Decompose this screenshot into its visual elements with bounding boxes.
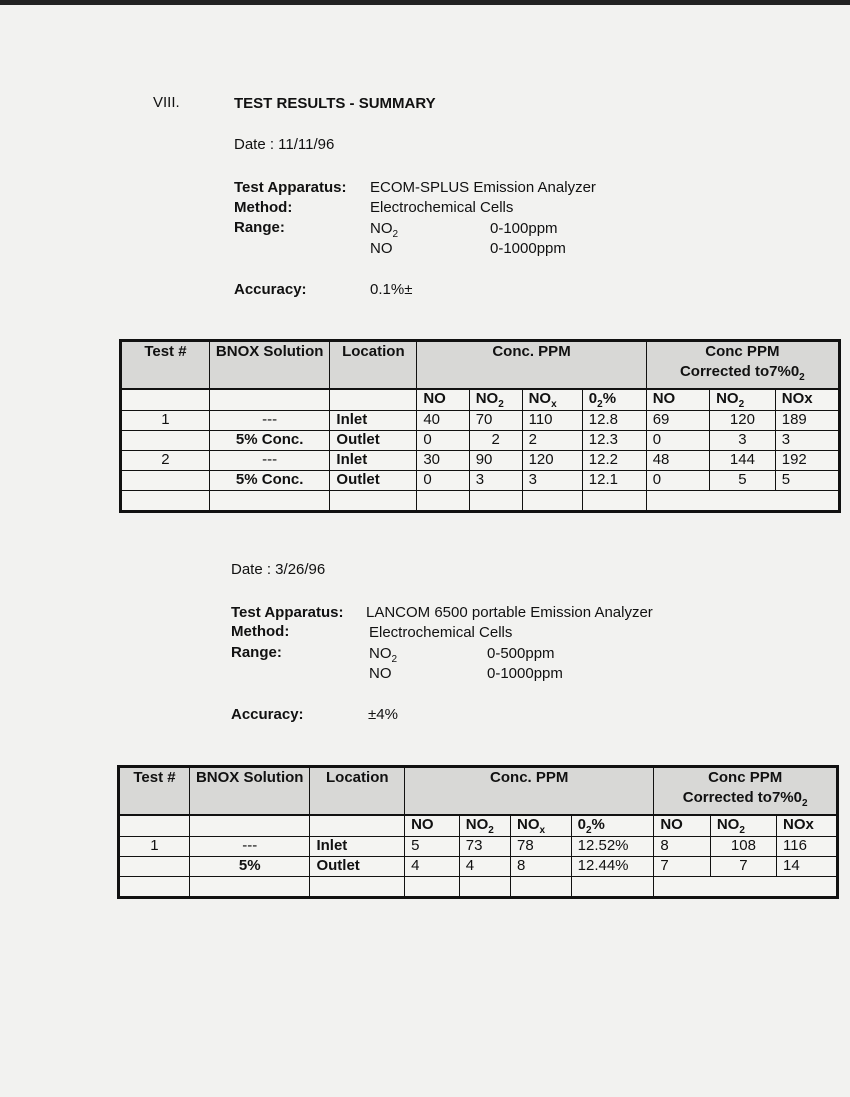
cell-empty — [571, 877, 654, 898]
table-row — [121, 411, 840, 431]
cell-nox: 78 — [511, 837, 572, 857]
table-row — [121, 451, 840, 471]
apparatus-value: ECOM-SPLUS Emission Analyzer — [370, 179, 596, 196]
cell-no: 4 — [405, 857, 460, 877]
cell-location: Outlet — [330, 471, 417, 491]
cell-empty — [417, 491, 469, 512]
cell-no: 30 — [417, 451, 469, 471]
cell-no2-corr: 144 — [710, 451, 776, 471]
cell-empty — [121, 491, 210, 512]
table-row — [119, 857, 838, 877]
cell-location: Inlet — [330, 451, 417, 471]
cell-no2: 2 — [469, 431, 522, 451]
subheader-no-corr: NO — [654, 815, 711, 837]
subheader-nox-corr: NOx — [775, 389, 839, 411]
cell-nox-corr: 192 — [775, 451, 839, 471]
range-label: Range: — [231, 644, 282, 661]
cell-nox-corr: 3 — [775, 431, 839, 451]
cell-no-corr: 7 — [654, 857, 711, 877]
cell-o2: 12.3 — [582, 431, 646, 451]
subheader-nox-corr: NOx — [777, 815, 838, 837]
subheader-blank — [310, 815, 405, 837]
cell-test — [121, 431, 210, 451]
cell-nox: 2 — [522, 431, 582, 451]
cell-empty — [582, 491, 646, 512]
range-no-gas: NO — [370, 240, 393, 257]
cell-bnox: --- — [209, 411, 330, 431]
cell-no2: 90 — [469, 451, 522, 471]
cell-o2: 12.2 — [582, 451, 646, 471]
section-title: TEST RESULTS - SUMMARY — [234, 95, 436, 112]
cell-test — [119, 857, 190, 877]
cell-no-corr: 0 — [646, 431, 709, 451]
header-location: Location — [330, 341, 417, 390]
cell-no2-corr: 3 — [710, 431, 776, 451]
subheader-blank — [119, 815, 190, 837]
cell-test — [121, 471, 210, 491]
cell-o2: 12.8 — [582, 411, 646, 431]
scan-top-edge — [0, 0, 850, 5]
range-no2-value: 0-100ppm — [490, 220, 558, 237]
subheader-no-corr: NO — [646, 389, 709, 411]
header-bnox: BNOX Solution — [209, 341, 330, 390]
subheader-o2: $0_2\%$ — [571, 815, 654, 837]
header-location: Location — [310, 767, 405, 816]
subheader-nox: $NO_x$ — [522, 389, 582, 411]
cell-empty — [189, 877, 310, 898]
subheader-no2-corr: $NO_2$ — [710, 389, 776, 411]
subheader-blank — [330, 389, 417, 411]
table-row — [119, 877, 838, 898]
cell-empty — [330, 491, 417, 512]
cell-no2-corr: 120 — [710, 411, 776, 431]
cell-empty — [459, 877, 510, 898]
accuracy-label: Accuracy: — [231, 706, 304, 723]
cell-empty — [646, 491, 839, 512]
cell-o2: 12.44% — [571, 857, 654, 877]
header-corrected: Conc PPM Corrected $to7\%0_2$ — [654, 767, 838, 816]
header-conc-ppm: Conc. PPM — [417, 341, 646, 390]
cell-no-corr: 8 — [654, 837, 711, 857]
subheader-no: NO — [417, 389, 469, 411]
table-row — [121, 471, 840, 491]
cell-no2-corr: 108 — [710, 837, 776, 857]
cell-o2: 12.1 — [582, 471, 646, 491]
cell-empty — [209, 491, 330, 512]
range-no-value: 0-1000ppm — [490, 240, 566, 257]
method-value: Electrochemical Cells — [369, 624, 513, 641]
range-label: Range: — [234, 219, 285, 236]
cell-empty — [119, 877, 190, 898]
subheader-no: NO — [405, 815, 460, 837]
table-row — [119, 837, 838, 857]
header-test: Test # — [119, 767, 190, 816]
cell-no2-corr: 7 — [710, 857, 776, 877]
cell-no: 0 — [417, 431, 469, 451]
cell-no2: 70 — [469, 411, 522, 431]
method-value: Electrochemical Cells — [370, 199, 514, 216]
accuracy-value: ±4% — [368, 706, 398, 723]
cell-empty — [654, 877, 838, 898]
cell-no-corr: 48 — [646, 451, 709, 471]
results-table — [117, 765, 839, 899]
cell-bnox: --- — [189, 837, 310, 857]
cell-location: Inlet — [330, 411, 417, 431]
cell-nox-corr: 14 — [777, 857, 838, 877]
apparatus-value: LANCOM 6500 portable Emission Analyzer — [366, 604, 653, 621]
apparatus-label: Test Apparatus: — [231, 604, 344, 621]
cell-no2-corr: 5 — [710, 471, 776, 491]
range-no2-gas: $NO_2$ — [369, 645, 398, 665]
table-row — [121, 431, 840, 451]
method-label: Method: — [234, 199, 293, 216]
range-no2-value: 0-500ppm — [487, 645, 555, 662]
table-row — [121, 491, 840, 512]
cell-no-corr: 0 — [646, 471, 709, 491]
cell-nox: 8 — [511, 857, 572, 877]
subheader-no2: $NO_2$ — [469, 389, 522, 411]
cell-no: 40 — [417, 411, 469, 431]
cell-o2: 12.52% — [571, 837, 654, 857]
subheader-no2-corr: $NO_2$ — [710, 815, 776, 837]
apparatus-label: Test Apparatus: — [234, 179, 347, 196]
cell-test: 2 — [121, 451, 210, 471]
cell-bnox: 5% Conc. — [209, 431, 330, 451]
method-label: Method: — [231, 623, 290, 640]
cell-test: 1 — [119, 837, 190, 857]
range-no-gas: NO — [369, 665, 392, 682]
cell-empty — [310, 877, 405, 898]
cell-bnox: 5% Conc. — [209, 471, 330, 491]
cell-nox: 110 — [522, 411, 582, 431]
subheader-o2: $0_2\%$ — [582, 389, 646, 411]
cell-empty — [469, 491, 522, 512]
header-conc-ppm: Conc. PPM — [405, 767, 654, 816]
cell-no: 0 — [417, 471, 469, 491]
cell-test: 1 — [121, 411, 210, 431]
cell-location: Inlet — [310, 837, 405, 857]
test-date: Date : 3/26/96 — [231, 561, 326, 578]
header-test: Test # — [121, 341, 210, 390]
cell-bnox: --- — [209, 451, 330, 471]
cell-nox-corr: 116 — [777, 837, 838, 857]
cell-nox: 120 — [522, 451, 582, 471]
cell-nox-corr: 189 — [775, 411, 839, 431]
range-no-value: 0-1000ppm — [487, 665, 563, 682]
accuracy-label: Accuracy: — [234, 281, 307, 298]
cell-nox: 3 — [522, 471, 582, 491]
cell-empty — [511, 877, 572, 898]
cell-bnox: 5% — [189, 857, 310, 877]
cell-no2: 4 — [459, 857, 510, 877]
cell-nox-corr: 5 — [775, 471, 839, 491]
cell-location: Outlet — [330, 431, 417, 451]
subheader-nox: $NO_x$ — [511, 815, 572, 837]
cell-empty — [405, 877, 460, 898]
cell-no: 5 — [405, 837, 460, 857]
cell-empty — [522, 491, 582, 512]
results-table — [119, 339, 841, 513]
subheader-blank — [121, 389, 210, 411]
subheader-blank — [189, 815, 310, 837]
range-no2-gas: $NO_2$ — [370, 220, 399, 240]
section-number: VIII. — [153, 94, 180, 111]
cell-no2: 3 — [469, 471, 522, 491]
cell-no-corr: 69 — [646, 411, 709, 431]
subheader-blank — [209, 389, 330, 411]
header-bnox: BNOX Solution — [189, 767, 310, 816]
header-corrected: Conc PPM Corrected $to7\%0_2$ — [646, 341, 839, 390]
accuracy-value: 0.1%± — [370, 281, 413, 298]
test-date: Date : 11/11/96 — [234, 136, 335, 153]
subheader-no2: $NO_2$ — [459, 815, 510, 837]
cell-no2: 73 — [459, 837, 510, 857]
cell-location: Outlet — [310, 857, 405, 877]
